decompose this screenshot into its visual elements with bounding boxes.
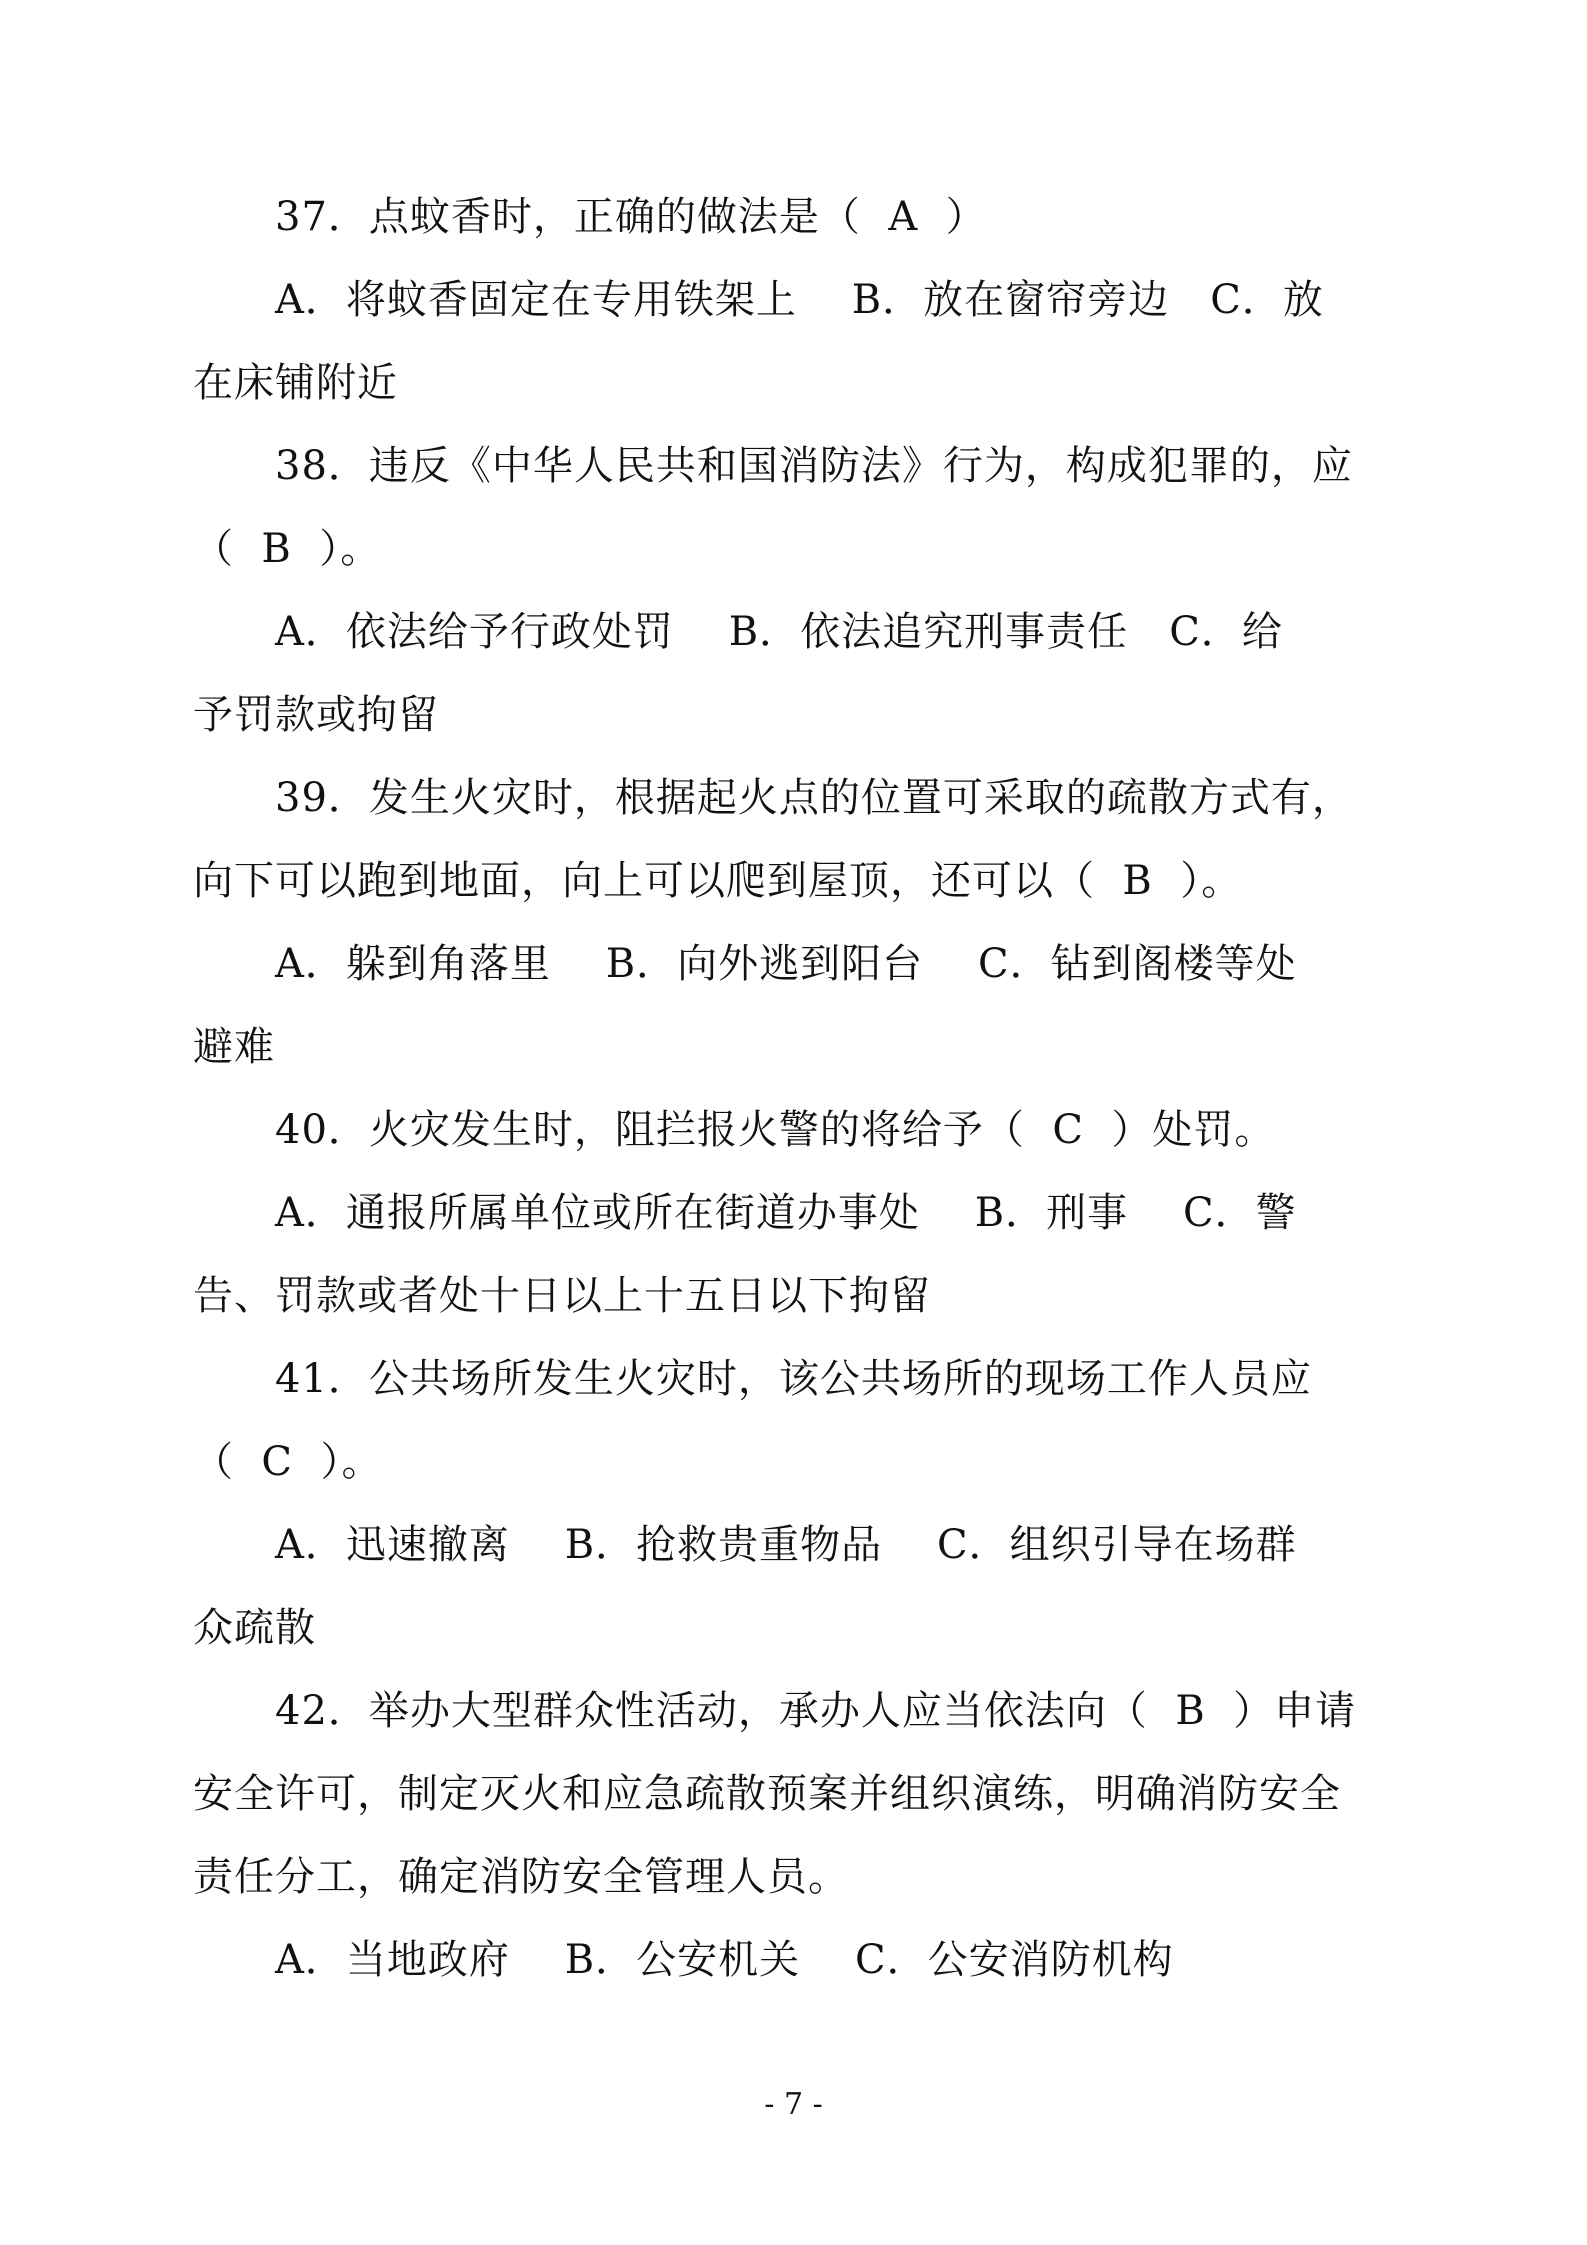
question-39-cont: 向下可以跑到地面，向上可以爬到屋顶，还可以（ B ）。	[193, 858, 1243, 904]
question-40-options: A．通报所属单位或所在街道办事处 B．刑事 C．警	[275, 1190, 1297, 1236]
question-42-options: A．当地政府 B．公安机关 C．公安消防机构	[275, 1937, 1174, 1983]
question-40-options-cont: 告、罚款或者处十日以上十五日以下拘留	[193, 1273, 931, 1319]
question-39: 39．发生火灾时，根据起火点的位置可采取的疏散方式有，	[275, 775, 1353, 821]
question-38-options: A．依法给予行政处罚 B．依法追究刑事责任 C．给	[275, 609, 1283, 655]
question-38-options-cont: 予罚款或拘留	[193, 692, 439, 738]
question-37: 37．点蚊香时，正确的做法是（ A ）	[275, 194, 987, 240]
question-41-options-cont: 众疏散	[193, 1605, 316, 1651]
question-37-options-cont: 在床铺附近	[193, 360, 398, 406]
question-42-cont-2: 责任分工，确定消防安全管理人员。	[193, 1854, 849, 1900]
question-37-options: A．将蚊香固定在专用铁架上 B．放在窗帘旁边 C．放	[275, 277, 1324, 323]
question-41: 41．公共场所发生火灾时，该公共场所的现场工作人员应	[275, 1356, 1312, 1402]
question-38-cont: （ B ）。	[193, 526, 382, 572]
question-38: 38．违反《中华人民共和国消防法》行为，构成犯罪的，应	[275, 443, 1353, 489]
question-39-options-cont: 避难	[193, 1024, 275, 1070]
question-41-options: A．迅速撤离 B．抢救贵重物品 C．组织引导在场群	[275, 1522, 1297, 1568]
question-41-cont: （ C ）。	[193, 1439, 383, 1485]
question-40: 40．火灾发生时，阻拦报火警的将给予（ C ）处罚。	[275, 1107, 1276, 1153]
question-39-options: A．躲到角落里 B．向外逃到阳台 C．钻到阁楼等处	[275, 941, 1297, 987]
question-42-cont-1: 安全许可，制定灭火和应急疏散预案并组织演练，明确消防安全	[193, 1771, 1341, 1817]
page-number: - 7 -	[764, 2087, 823, 2122]
question-42: 42．举办大型群众性活动，承办人应当依法向（ B ）申请	[275, 1688, 1357, 1734]
